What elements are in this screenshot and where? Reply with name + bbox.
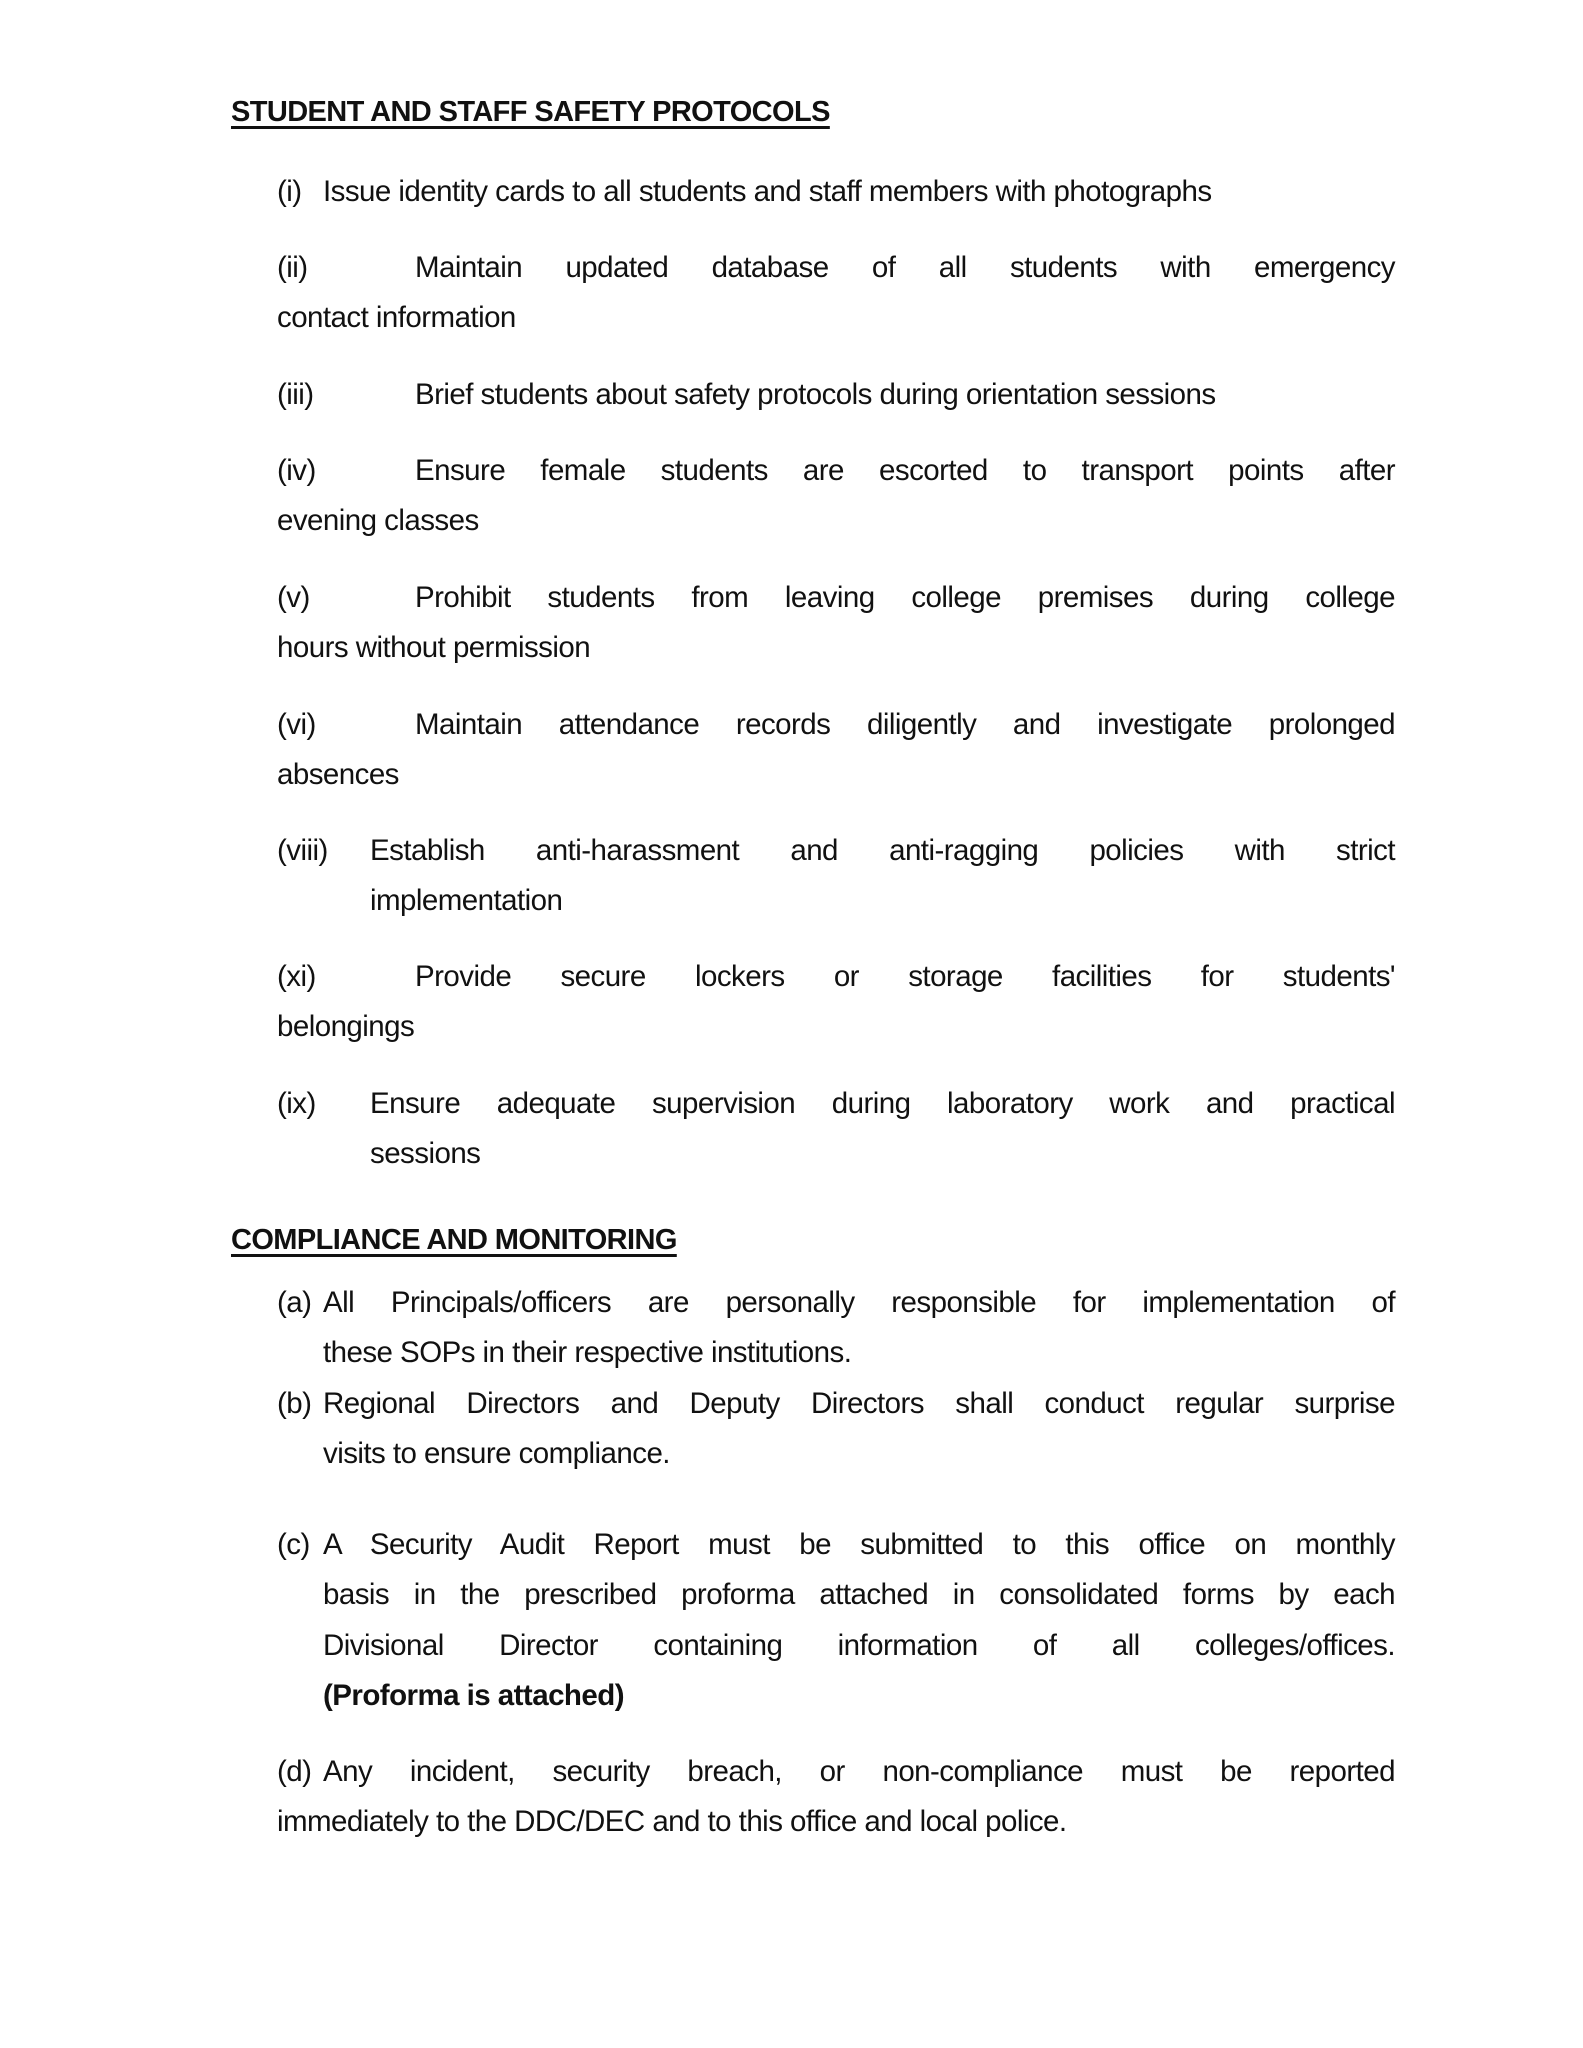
item-marker: (i)	[277, 175, 302, 208]
item-text: Any incident, security breach, or non-compliance must be reported	[323, 1755, 1395, 1788]
item-marker: (iv)	[277, 454, 316, 487]
item-text-continued: belongings	[277, 1010, 415, 1043]
item-marker: (d)	[277, 1755, 312, 1788]
item-text-continued: Divisional Director containing information of all colleges/offices.	[323, 1629, 1395, 1662]
proforma-attached-note: (Proforma is attached)	[323, 1679, 624, 1712]
item-text: Ensure adequate supervision during laboratory work and practical	[370, 1087, 1395, 1120]
item-text: Issue identity cards to all students and staff members with photographs	[323, 175, 1212, 208]
section-heading-safety-protocols: STUDENT AND STAFF SAFETY PROTOCOLS	[231, 96, 830, 128]
item-text: Establish anti-harassment and anti-ragging policies with strict	[370, 834, 1395, 867]
section-heading-compliance-monitoring: COMPLIANCE AND MONITORING	[231, 1224, 677, 1256]
item-text: A Security Audit Report must be submitted to this office on monthly	[323, 1528, 1395, 1561]
item-text-continued: immediately to the DDC/DEC and to this office and local police.	[277, 1805, 1067, 1838]
item-text-continued: absences	[277, 758, 399, 791]
item-text-continued: contact information	[277, 301, 516, 334]
item-marker: (vi)	[277, 708, 316, 741]
item-marker: (xi)	[277, 960, 316, 993]
item-text: All Principals/officers are personally responsible for implementation of	[323, 1286, 1395, 1319]
item-marker: (b)	[277, 1387, 312, 1420]
item-text: Prohibit students from leaving college premises during college	[415, 581, 1395, 614]
item-marker: (v)	[277, 581, 310, 614]
item-text-continued: sessions	[370, 1137, 481, 1170]
item-marker: (iii)	[277, 378, 314, 411]
item-text-continued: evening classes	[277, 504, 479, 537]
item-text: Maintain updated database of all students with emergency	[415, 251, 1395, 284]
item-marker: (a)	[277, 1286, 312, 1319]
item-marker: (c)	[277, 1528, 310, 1561]
item-text: Maintain attendance records diligently and investigate prolonged	[415, 708, 1395, 741]
item-marker: (ix)	[277, 1087, 316, 1120]
item-text: Provide secure lockers or storage facilities for students'	[415, 960, 1395, 993]
item-text-continued: visits to ensure compliance.	[323, 1437, 670, 1470]
item-text-continued: these SOPs in their respective institutions.	[323, 1336, 852, 1369]
item-text-continued: hours without permission	[277, 631, 591, 664]
item-text: Ensure female students are escorted to transport points after	[415, 454, 1395, 487]
item-text-continued: basis in the prescribed proforma attached in consolidated forms by each	[323, 1578, 1395, 1611]
item-text: Regional Directors and Deputy Directors shall conduct regular surprise	[323, 1387, 1395, 1420]
item-marker: (viii)	[277, 834, 328, 867]
item-text: Brief students about safety protocols during orientation sessions	[415, 378, 1216, 411]
item-text-continued: implementation	[370, 884, 563, 917]
item-marker: (ii)	[277, 251, 308, 284]
